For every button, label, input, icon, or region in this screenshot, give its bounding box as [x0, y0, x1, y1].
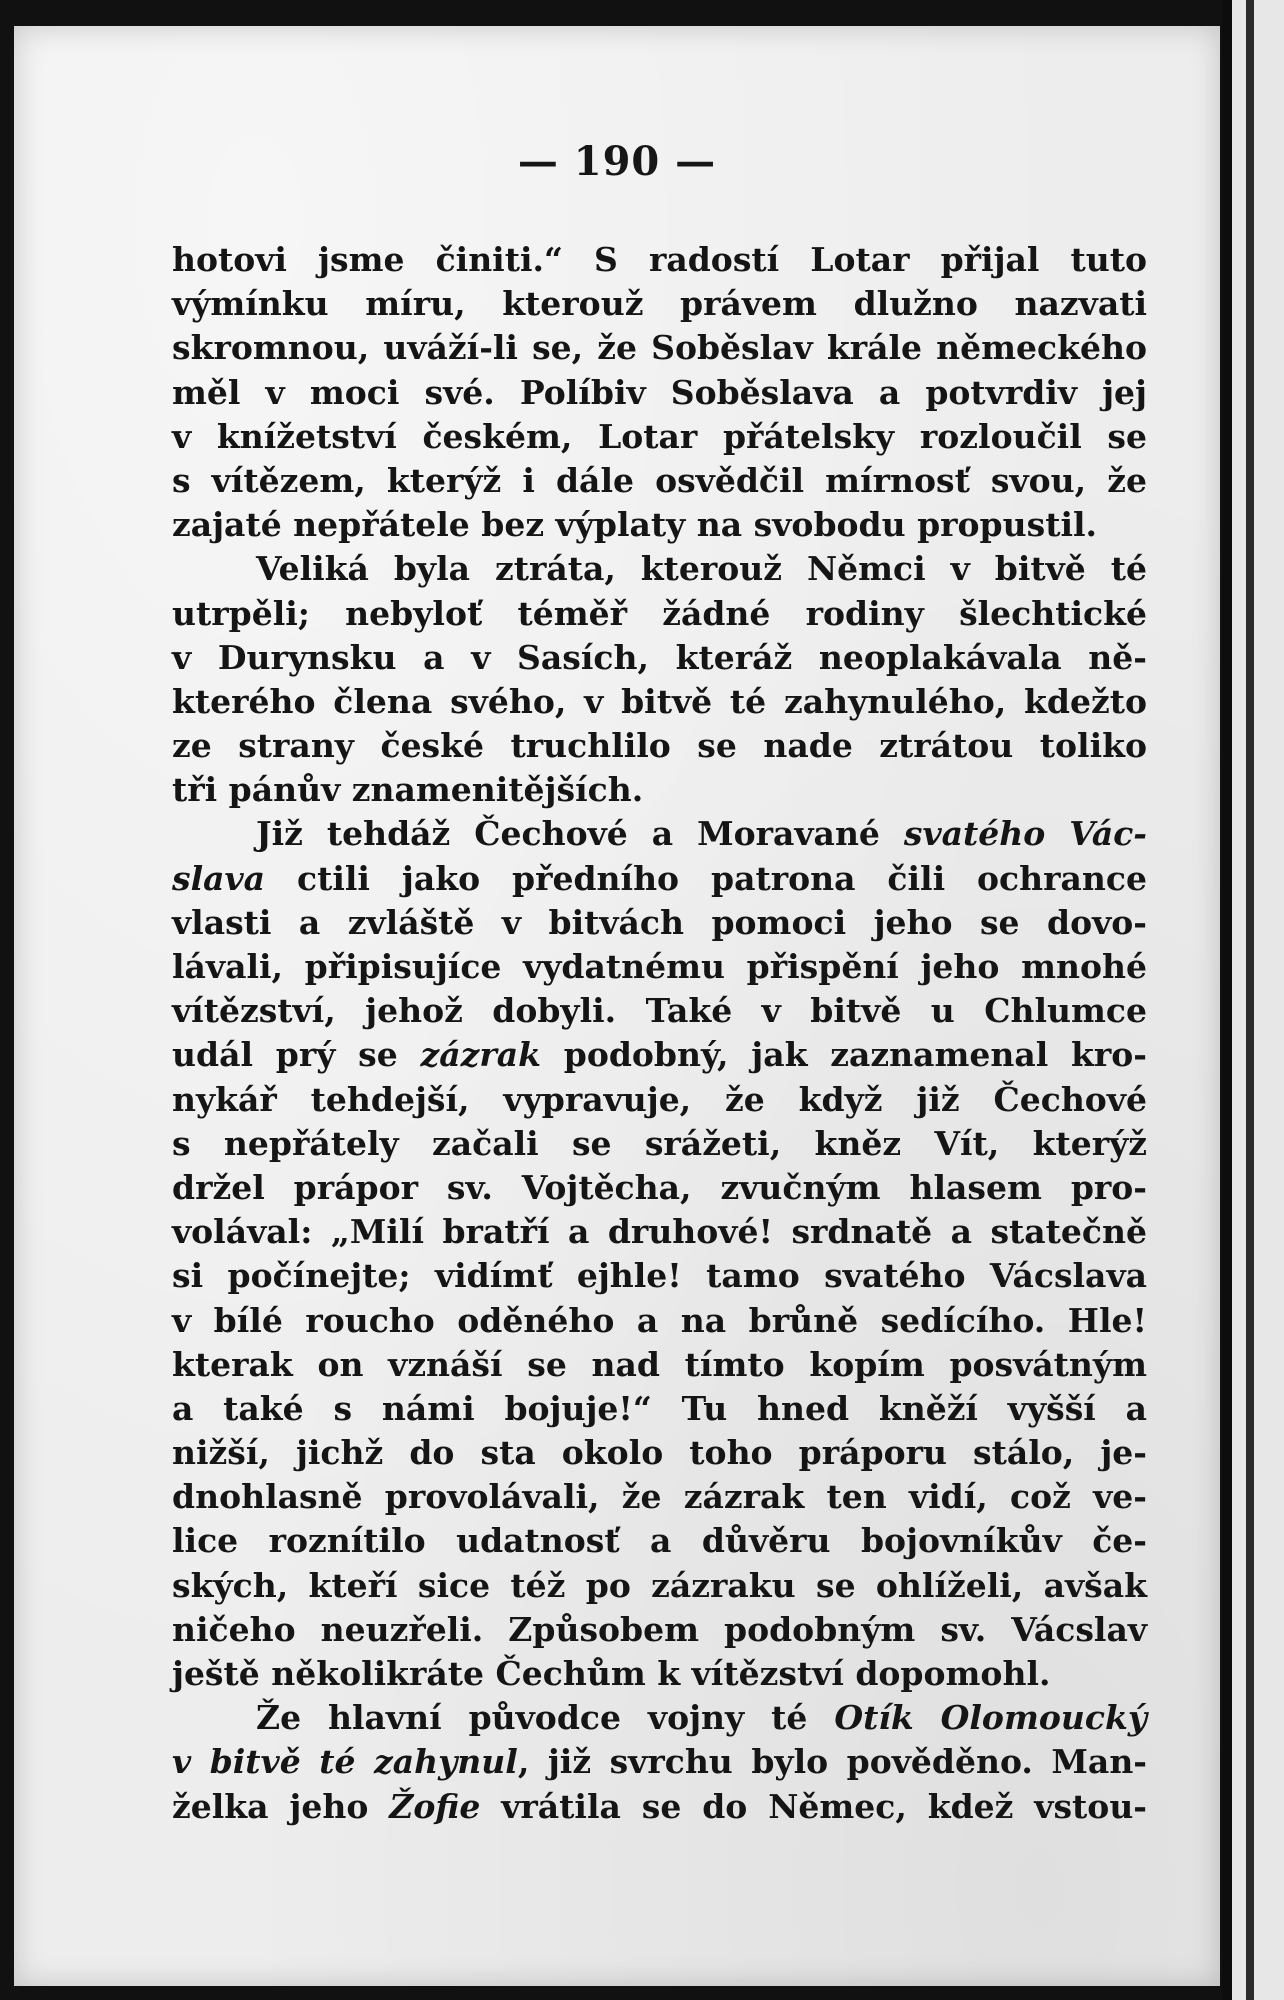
line-text: ještě několikráte Čechům k vítězství dopomohl.: [172, 1654, 1051, 1693]
line-text: utrpěli; nebyloť téměř žádné rodiny šlechtické: [172, 593, 1147, 633]
book-page: [14, 26, 1220, 1986]
line-text: vrátila se do Němec, kdež vstou-: [480, 1786, 1148, 1826]
text-line: [172, 812, 1147, 856]
text-line: [172, 1210, 1147, 1254]
adjacent-page-edge: [1222, 0, 1284, 2000]
line-text: nižší, jichž do sta okolo toho práporu stálo, je-: [172, 1433, 1147, 1473]
line-text: dnohlasně provolávali, že zázrak ten vidí, což ve-: [172, 1477, 1147, 1517]
text-line: [172, 1299, 1147, 1343]
line-text: podobný, jak zaznamenal kro-: [541, 1035, 1148, 1075]
text-line: [172, 1387, 1147, 1431]
text-line: [172, 459, 1147, 503]
text-line: [172, 901, 1147, 945]
line-text: tři pánův znamenitějších.: [172, 770, 644, 810]
italic-text: svatého Vác-: [903, 814, 1147, 854]
text-line: [172, 1564, 1147, 1608]
text-line: [172, 503, 1147, 547]
text-line: [172, 326, 1147, 370]
line-text: , již svrchu bylo pověděno. Man-: [517, 1742, 1148, 1782]
line-text: skromnou, uváží-li se, že Soběslav krále německého: [172, 328, 1147, 368]
line-text: v knížetství českém, Lotar přátelsky rozloučil se: [172, 416, 1147, 456]
text-line: [172, 857, 1147, 901]
text-line: [172, 1343, 1147, 1387]
text-line: [172, 1740, 1147, 1784]
text-line: [172, 1254, 1147, 1298]
line-text: lice roznítilo udatnosť a důvěru bojovníkův če-: [172, 1521, 1147, 1561]
text-line: [172, 1122, 1147, 1166]
line-text: želka jeho: [172, 1786, 390, 1826]
line-text: si počínejte; vidímť ejhle! tamo svatého Vácslava: [172, 1256, 1147, 1296]
italic-text: slava: [172, 858, 266, 898]
text-line: [172, 1696, 1147, 1740]
text-line: [172, 1166, 1147, 1210]
line-text: Již tehdáž Čechové a Moravané: [256, 814, 904, 854]
line-text: vlasti a zvláště v bitvách pomoci jeho se dovo-: [172, 902, 1147, 942]
text-line: [172, 238, 1147, 282]
line-text: s nepřátely začali se srážeti, kněz Vít, kterýž: [172, 1123, 1147, 1163]
text-line: [172, 371, 1147, 415]
text-line: [172, 1431, 1147, 1475]
line-text: ničeho neuzřeli. Způsobem podobným sv. Vácslav: [172, 1609, 1147, 1649]
text-line: [172, 724, 1147, 768]
text-line: [172, 415, 1147, 459]
line-text: udál prý se: [172, 1035, 421, 1075]
text-line: [172, 989, 1147, 1033]
line-text: lávali, připisujíce vydatnému přispění jeho mnohé: [172, 947, 1147, 986]
text-line: [172, 680, 1147, 724]
line-text: ctili jako předního patrona čili ochrance: [265, 858, 1147, 898]
text-line: [172, 1519, 1147, 1563]
line-text: měl v moci své. Políbiv Soběslava a potvrdiv jej: [172, 372, 1147, 412]
line-text: držel prápor sv. Vojtěcha, zvučným hlasem pro-: [172, 1167, 1147, 1207]
text-line: [172, 945, 1147, 989]
text-line: [172, 636, 1147, 680]
text-line: [172, 1475, 1147, 1519]
text-line: [172, 1785, 1147, 1829]
line-text: ze strany české truchlilo se nade ztrátou toliko: [172, 726, 1147, 766]
line-text: kterého člena svého, v bitvě té zahynulého, kdežto: [172, 681, 1147, 721]
italic-text: v bitvě té zahynul: [172, 1742, 518, 1782]
italic-text: zázrak: [420, 1035, 541, 1075]
line-text: zajaté nepřátele bez výplaty na svobodu propustil.: [172, 505, 1097, 545]
line-text: Že hlavní původce vojny té: [256, 1698, 835, 1738]
italic-text: Žofie: [389, 1786, 481, 1826]
page-number: — 190 —: [517, 138, 717, 185]
line-text: výmínku míru, kterouž právem dlužno nazvati: [172, 284, 1147, 324]
text-line: [172, 547, 1147, 591]
line-text: ských, kteří sice též po zázraku se ohlíželi, avšak: [172, 1565, 1147, 1605]
text-line: [172, 592, 1147, 636]
text-line: [172, 768, 1147, 812]
text-line: [172, 282, 1147, 326]
line-text: vítězství, jehož dobyli. Také v bitvě u Chlumce: [172, 991, 1147, 1031]
line-text: kterak on vznáší se nad tímto kopím posvátným: [172, 1344, 1147, 1384]
line-text: s vítězem, kterýž i dále osvědčil mírnosť svou, že: [172, 460, 1147, 500]
line-text: volával: „Milí bratří a druhové! srdnatě a statečně: [172, 1212, 1147, 1252]
book-spine-shadow: [1246, 0, 1254, 2000]
line-text: Veliká byla ztráta, kterouž Němci v bitvě té: [256, 549, 1147, 589]
line-text: hotovi jsme činiti.“ S radostí Lotar přijal tuto: [172, 240, 1147, 279]
line-text: v bílé roucho oděného a na brůně sedícího. Hle!: [172, 1300, 1147, 1340]
line-text: v Durynsku a v Sasích, kteráž neoplakávala ně-: [172, 637, 1147, 677]
text-line: [172, 1652, 1147, 1696]
text-line: [172, 1033, 1147, 1077]
body-text: [172, 238, 1147, 1829]
text-line: [172, 1608, 1147, 1652]
text-line: [172, 1078, 1147, 1122]
line-text: nykář tehdejší, vypravuje, že když již Čechové: [172, 1079, 1147, 1119]
italic-text: Otík Olomoucký: [834, 1698, 1147, 1738]
line-text: a také s námi bojuje!“ Tu hned kněží vyšší a: [172, 1388, 1147, 1428]
